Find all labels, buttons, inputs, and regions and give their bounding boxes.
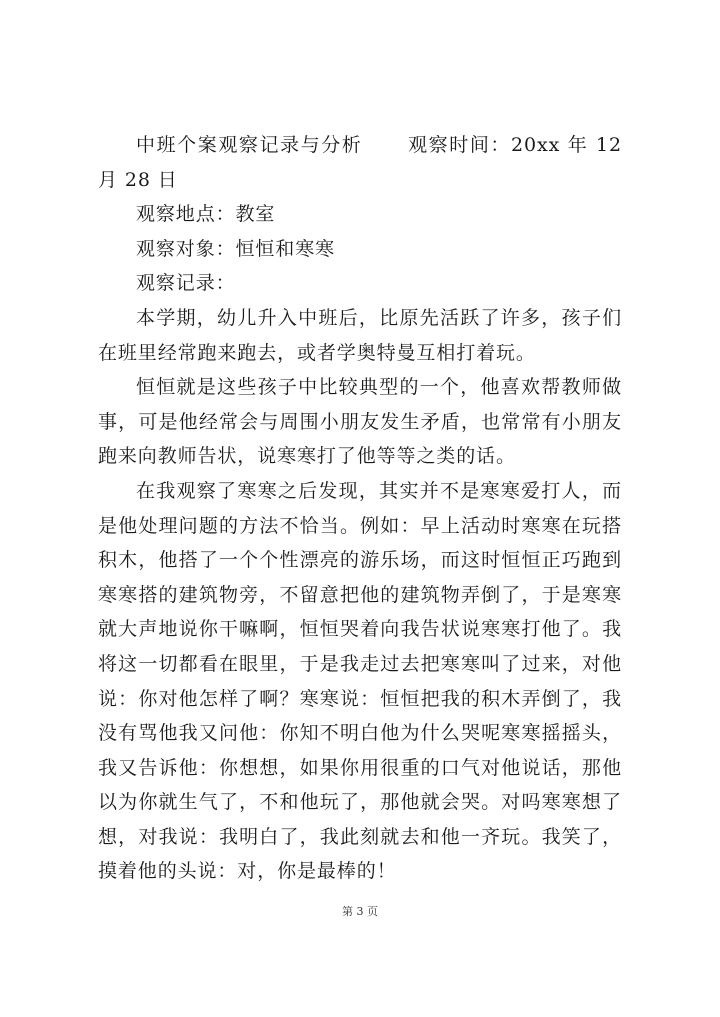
- page-number: 第 3 页: [342, 905, 378, 918]
- document-body: [98, 128, 622, 889]
- observation-subject: 观察对象：恒恒和寒寒: [136, 237, 336, 260]
- paragraph: 恒恒就是这些孩子中比较典型的一个，他喜欢帮教师做事，可是他经常会与周围小朋友发生矛盾，也常常有小朋友跑来向教师告状，说寒寒打了他等等之类的话。: [98, 376, 622, 468]
- observation-location: 观察地点：教室: [136, 203, 276, 226]
- paragraph: 本学期，幼儿升入中班后，比原先活跃了许多，孩子们在班里经常跑来跑去，或者学奥特曼互相打着玩。: [98, 306, 622, 364]
- title-line: 中班个案观察记录与分析 观察时间：20xx 年 12 月 28 日: [98, 134, 622, 191]
- observation-record-label: 观察记录：: [136, 272, 236, 295]
- paragraph: 在我观察了寒寒之后发现，其实并不是寒寒爱打人，而是他处理问题的方法不恰当。例如：早上活动时寒寒在玩搭积木，他搭了一个个性漂亮的游乐场，而这时恒恒正巧跑到寒寒搭的建筑物旁，不留意把他的建筑物弄倒了，于是寒寒就大声地说你干嘛啊，恒恒哭着向我告状说寒寒打他了。我将这一切都看在眼里，于是我走过去把寒寒叫了过来，对他说：你对他怎样了啊？寒寒说：恒恒把我的积木弄倒了，我没有骂他我又问他：你知不明白他为什么哭呢寒寒摇摇头，我又告诉他：你想想，如果你用很重的口气对他说话，那他以为你就生气了，不和他玩了，那他就会哭。对吗寒寒想了想，对我说：我明白了，我此刻就去和他一齐玩。我笑了，摸着他的头说：对，你是最棒的！: [98, 479, 622, 883]
